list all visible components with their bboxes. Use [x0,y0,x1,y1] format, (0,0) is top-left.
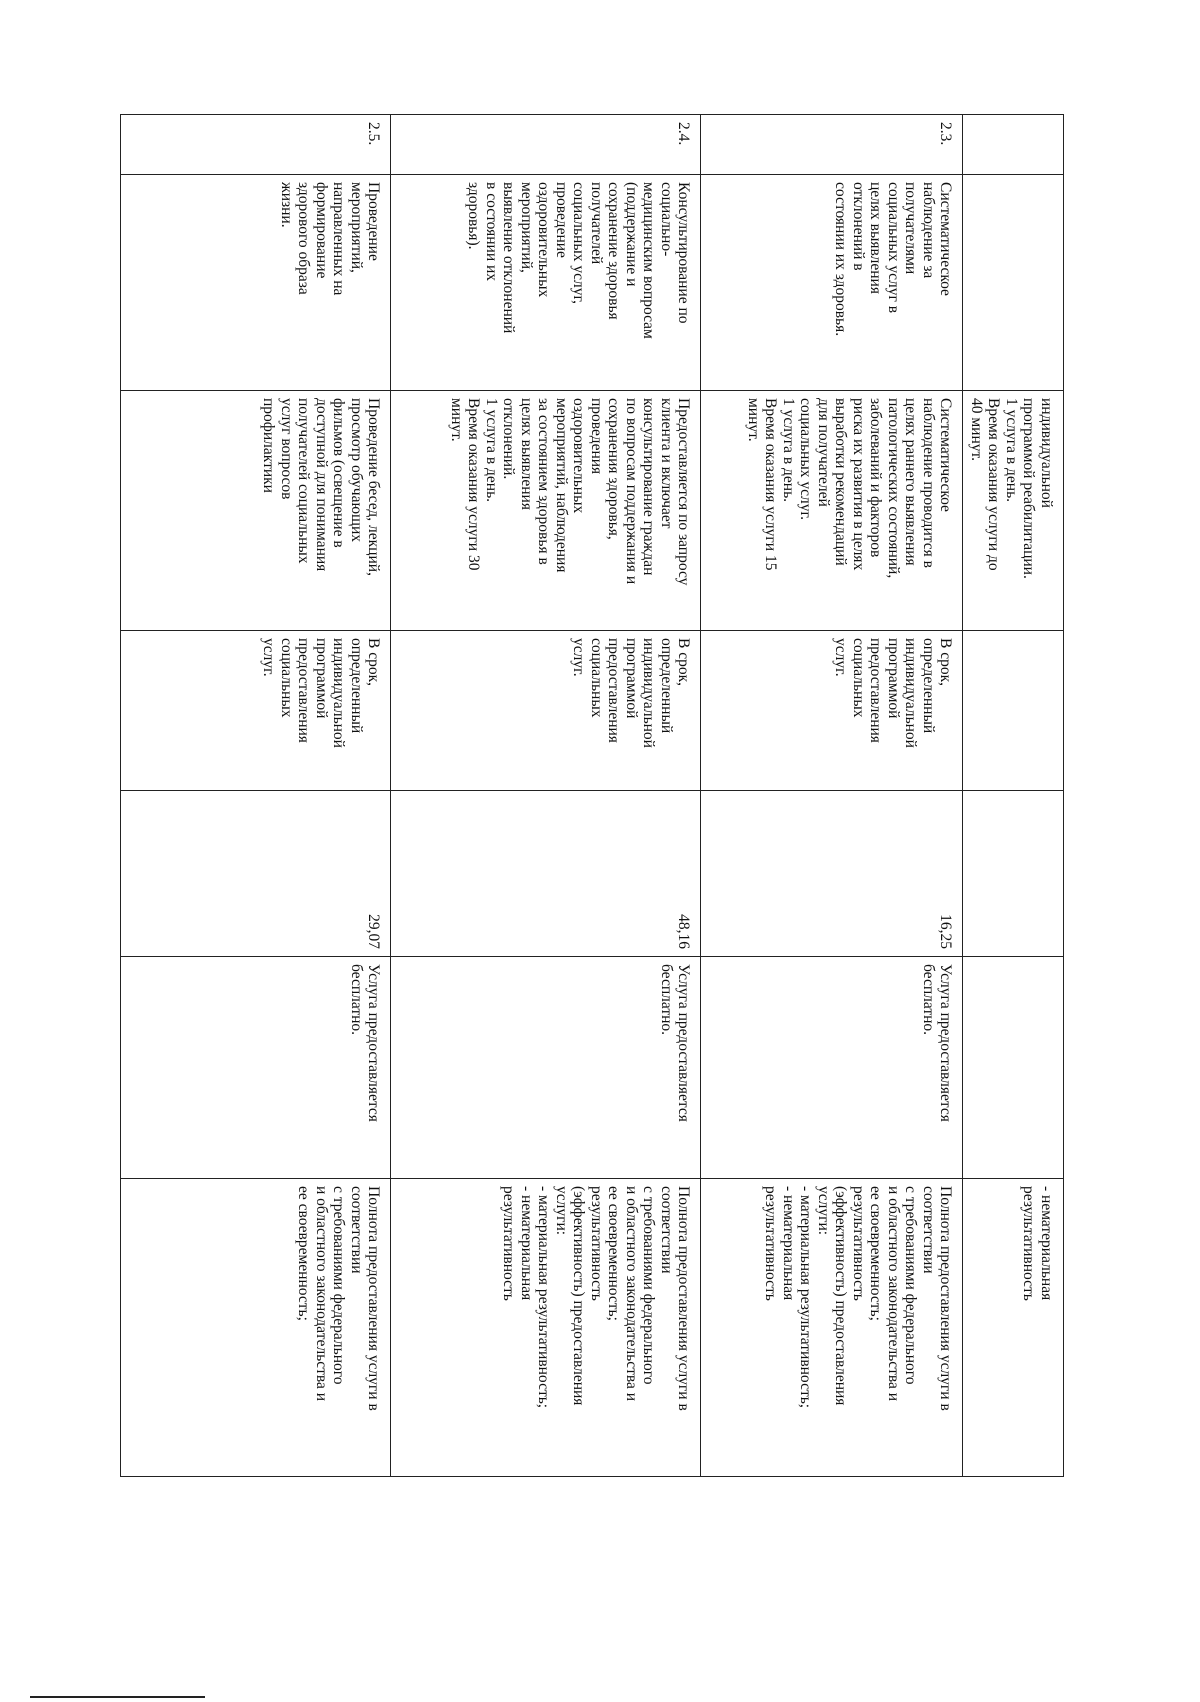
cell-text-line: оздоровительных [570,398,588,514]
cell-text-line: индивидуальной [1038,398,1055,508]
cell-text-line: Систематическое [937,398,955,512]
cell-quality-indicators [121,1179,391,1477]
row-number: 2.5. [365,122,383,146]
cell-text-line: ее своевременность; [605,1186,623,1321]
cell-text-line: сохранение здоровья [605,182,623,320]
cell-text-line: - материальная результативность; [535,1186,553,1409]
cell-quality-indicators [391,1179,701,1477]
cell-text-line: Услуга предоставляется [365,964,383,1122]
cell-text-line: (поддержание и [623,182,640,287]
cell-conditions [963,957,1064,1179]
cell-text-line: результативность [1020,1186,1038,1301]
cell-text-line: направленных на [330,182,348,296]
cell-text-line: формирование [313,182,330,279]
cell-text-line: с требованиями федерального [640,1186,658,1385]
cell-text-line: здоровья). [465,182,483,250]
cell-text-line: предоставления [295,638,313,743]
cell-text-line: определенный [658,638,675,734]
cell-text-line: Проведение бесед, лекций, [365,398,383,576]
cell-tariff [963,791,1064,957]
cell-text-line: социальных [588,638,605,718]
cell-text-line: - нематериальная [1038,1186,1055,1301]
cell-conditions [121,957,391,1179]
cell-text-line: целях раннего выявления [902,398,920,566]
cell-text-line: - нематериальная [518,1186,535,1301]
cell-text-line: программой [623,638,640,719]
cell-text-line: мероприятий, наблюдения [553,398,570,573]
cell-text-line: ее своевременность; [295,1186,313,1321]
cell-text-line: с требованиями федерального [902,1186,920,1385]
cell-text-line: Услуга предоставляется [937,964,955,1122]
cell-text-line: - материальная результативность; [797,1186,815,1409]
cell-text-line: услуги: [553,1186,570,1236]
cell-text-line: бесплатно. [348,964,365,1036]
cell-text-line: (эффективность) предоставления [570,1186,588,1406]
cell-text-line: для получателей [815,398,832,507]
cell-text-line: и областного законодательства и [885,1186,902,1402]
cell-text-line: наблюдение за [920,182,937,279]
cell-service-name [121,175,391,391]
cell-text-line: мероприятий, [518,182,535,273]
cell-text-line: с требованиями федерального [330,1186,348,1385]
cell-text-line: получателей [588,182,605,265]
cell-text-line: результативность [500,1186,518,1301]
cell-text-line: Проведение [365,182,383,261]
cell-text-line: (эффективность) предоставления [832,1186,850,1406]
cell-text-line: В срок, [675,638,693,686]
cell-quality-indicators [701,1179,963,1477]
cell-text-line: по вопросам поддержания и [623,398,640,585]
cell-text-line: услуги: [815,1186,832,1236]
cell-text-line: выявление отклонений [500,182,518,334]
cell-text-line: сохранения здоровья, [605,398,623,540]
cell-text-line: Полнота предоставления услуги в [365,1186,383,1411]
cell-text-line: Полнота предоставления услуги в [937,1186,955,1411]
rotated-page-content [122,114,1064,1476]
cell-text-line: фильмов (освещение в [330,398,348,548]
cell-tariff [391,791,701,957]
cell-text-line: жизни. [278,182,295,228]
cell-text-line: программой [885,638,902,719]
cell-service-description [391,391,701,631]
cell-text-line: получателей социальных [295,398,313,564]
cell-text-line: 1 услуга в день. [1003,398,1020,503]
cell-text-line: оздоровительных [535,182,553,298]
cell-text-line: услуг. [832,638,850,677]
cell-service-term [701,631,963,791]
cell-text-line: здорового образа [295,182,313,295]
cell-text-line: бесплатно. [658,964,675,1036]
cell-text-line: минут. [448,398,465,442]
table-row [963,115,1064,1477]
cell-text-line: Полнота предоставления услуги в [675,1186,693,1411]
cell-text-line: В срок, [937,638,955,686]
tariff-value: 48,16 [675,914,693,949]
tariff-value: 16,25 [937,914,955,949]
cell-service-name [963,175,1064,391]
cell-text-line: медицинским вопросам [640,182,658,339]
cell-text-line: социальных [278,638,295,718]
cell-text-line: Систематическое [937,182,955,296]
cell-text-line: Время оказания услуги 30 [465,398,483,571]
cell-text-line: и областного законодательства и [623,1186,640,1402]
services-table [121,114,1065,1477]
cell-text-line: Время оказания услуги до [985,398,1003,571]
cell-conditions [391,957,701,1179]
cell-text-line: индивидуальной [640,638,658,748]
cell-text-line: патологических состояний, [885,398,902,579]
cell-text-line: консультирование граждан [640,398,658,576]
cell-service-description [121,391,391,631]
cell-text-line: результативность [762,1186,780,1301]
cell-text-line: индивидуальной [902,638,920,748]
cell-text-line: получателями [902,182,920,275]
cell-text-line: результативность [588,1186,605,1301]
cell-text-line: выработки рекомендаций [832,398,850,566]
cell-number [121,115,391,175]
cell-number [391,115,701,175]
cell-text-line: состоянии их здоровья. [832,182,850,337]
table-row [391,115,701,1477]
cell-text-line: определенный [920,638,937,734]
cell-text-line: наблюдение проводится в [920,398,937,568]
cell-text-line: В срок, [365,638,383,686]
table-body [121,115,1064,1477]
cell-text-line: ее своевременность; [867,1186,885,1321]
cell-tariff [121,791,391,957]
cell-service-term [391,631,701,791]
cell-number [701,115,963,175]
cell-text-line: программой [313,638,330,719]
cell-text-line: доступной для понимания [313,398,330,572]
cell-text-line: в состоянии их [483,182,500,282]
cell-text-line: программой реабилитации. [1020,398,1038,579]
table-row [701,115,963,1477]
cell-text-line: Время оказания услуги 15 [762,398,780,571]
cell-conditions [701,957,963,1179]
cell-text-line: 1 услуга в день. [780,398,797,503]
cell-text-line: минут. [745,398,762,442]
cell-text-line: 40 минут. [968,398,985,462]
cell-service-name [701,175,963,391]
cell-text-line: риска их развития в целях [850,398,867,571]
cell-text-line: - нематериальная [780,1186,797,1301]
cell-text-line: услуг вопросов [278,398,295,500]
cell-text-line: соответствии [920,1186,937,1274]
cell-service-term [963,631,1064,791]
cell-quality-indicators [963,1179,1064,1477]
cell-text-line: социально- [658,182,675,257]
cell-text-line: предоставления [867,638,885,743]
row-number: 2.3. [937,122,955,146]
cell-text-line: социальных услуг. [797,398,815,520]
cell-text-line: результативность [850,1186,867,1301]
cell-tariff [701,791,963,957]
cell-text-line: социальных услуг в [885,182,902,314]
cell-text-line: и областного законодательства и [313,1186,330,1402]
cell-text-line: 1 услуга в день. [483,398,500,503]
cell-service-description [963,391,1064,631]
cell-text-line: индивидуальной [330,638,348,748]
cell-text-line: проведение [553,182,570,258]
row-number: 2.4. [675,122,693,146]
cell-text-line: соответствии [658,1186,675,1274]
cell-text-line: бесплатно. [920,964,937,1036]
cell-text-line: предоставления [605,638,623,743]
cell-text-line: соответствии [348,1186,365,1274]
cell-text-line: Консультирование по [675,182,693,324]
cell-text-line: заболеваний и факторов [867,398,885,558]
cell-text-line: отклонений. [500,398,518,480]
cell-text-line: клиента и включает [658,398,675,529]
cell-text-line: целях выявления [518,398,535,510]
cell-text-line: социальных [850,638,867,718]
cell-text-line: за состоянием здоровья в [535,398,553,565]
cell-text-line: Предоставляется по запросу [675,398,693,586]
cell-text-line: отклонений в [850,182,867,271]
cell-number [963,115,1064,175]
cell-text-line: просмотр обучающих [348,398,365,543]
cell-text-line: услуг. [570,638,588,677]
cell-text-line: целях выявления [867,182,885,294]
cell-text-line: Услуга предоставляется [675,964,693,1122]
cell-text-line: мероприятий, [348,182,365,273]
cell-text-line: определенный [348,638,365,734]
table-row [121,115,391,1477]
cell-service-name [391,175,701,391]
cell-text-line: проведения [588,398,605,475]
tariff-value: 29,07 [365,914,383,949]
cell-service-description [701,391,963,631]
cell-text-line: услуг. [260,638,278,677]
page-bottom-rule [30,1696,205,1698]
cell-text-line: социальных услуг, [570,182,588,304]
cell-service-term [121,631,391,791]
cell-text-line: профилактики [260,398,278,493]
